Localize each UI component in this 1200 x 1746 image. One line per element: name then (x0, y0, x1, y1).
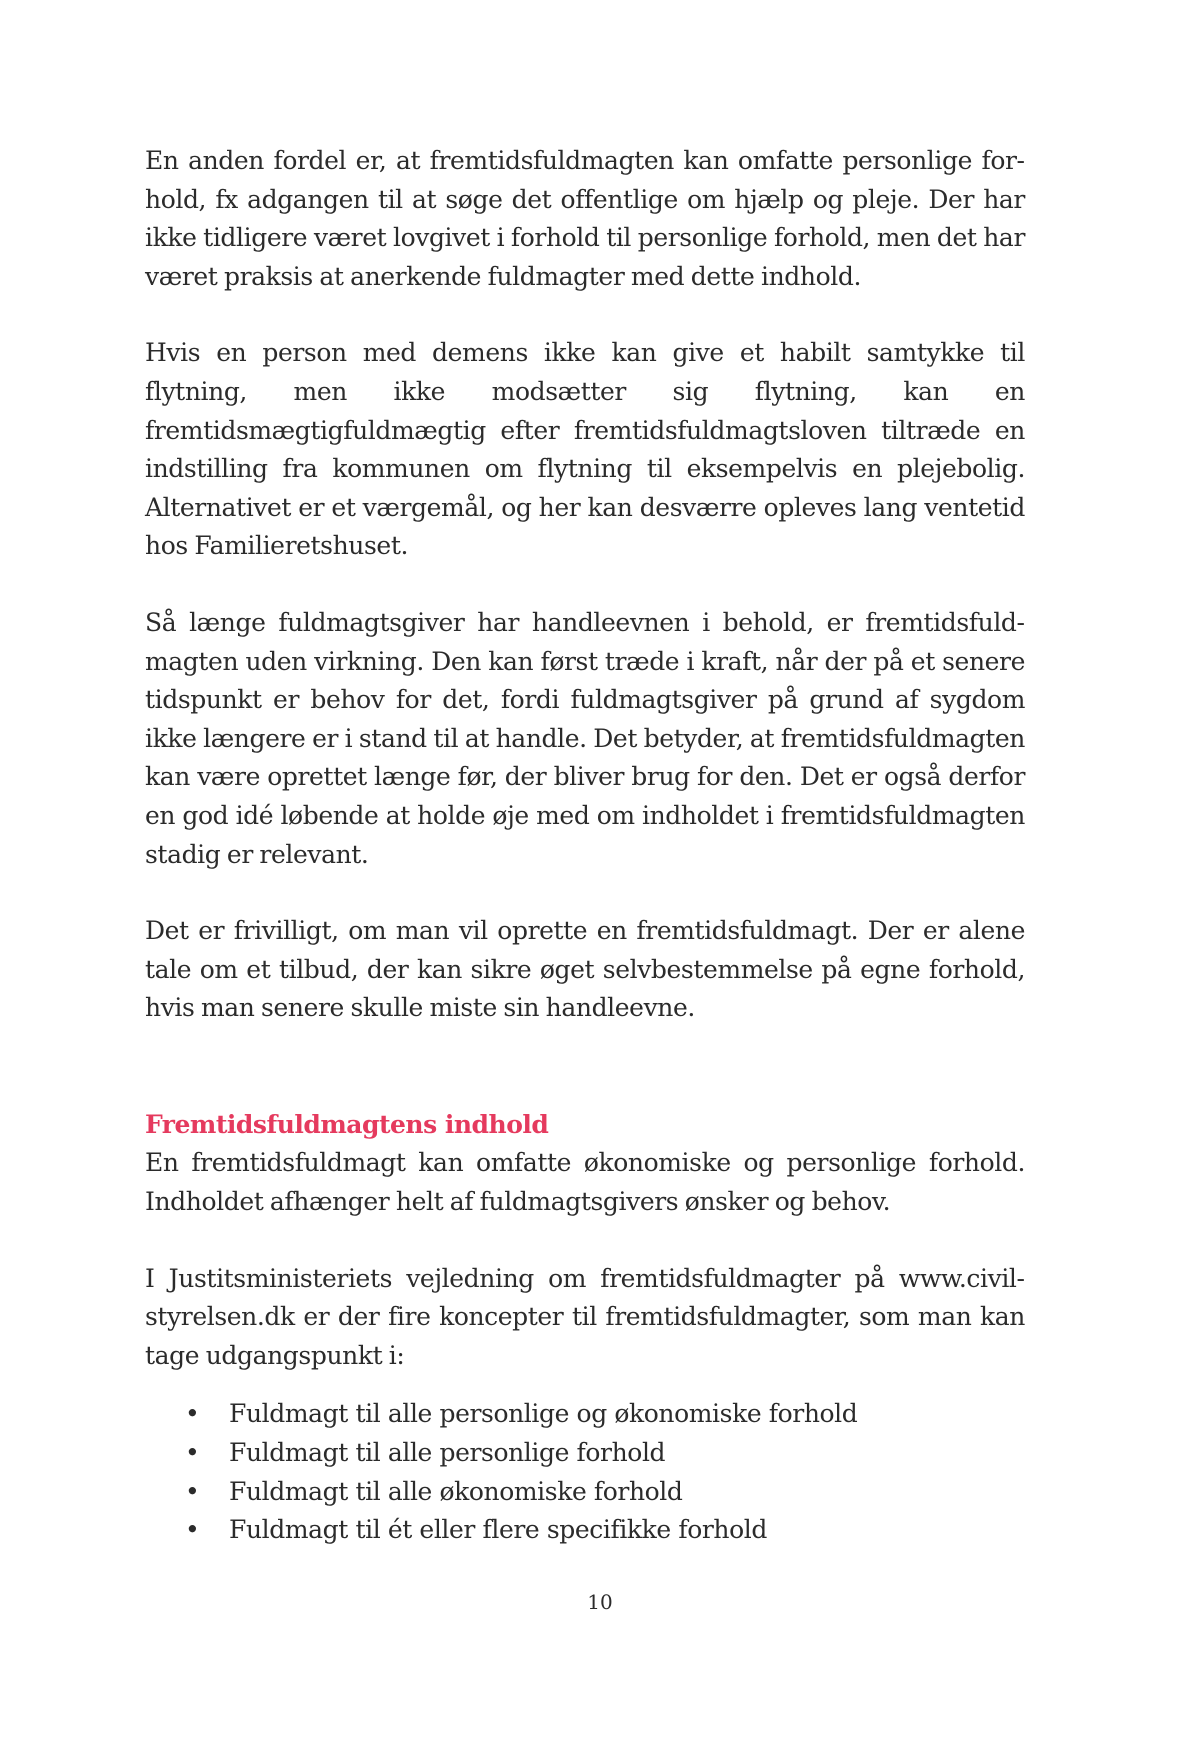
guide-paragraph: I Justitsministeriets vejledning om fremtidsfuldmagter på www.civilstyrelsen.dk er der fire koncepter til fremtidsfuldmagter, som man kan tage udgangspunkt i: (145, 1263, 1025, 1370)
page-number: 10 (587, 1590, 613, 1614)
bullet-icon: • (185, 1399, 200, 1429)
list-item-text: Fuldmagt til alle personlige og økonomiske forhold (229, 1399, 858, 1429)
bullet-icon: • (185, 1476, 200, 1506)
list-item-text: Fuldmagt til ét eller flere specifikke forhold (229, 1515, 767, 1545)
list-item (185, 1434, 1025, 1473)
list-item (185, 1511, 1025, 1550)
list-item (185, 1473, 1025, 1512)
list-item-text: Fuldmagt til alle økonomiske forhold (229, 1476, 683, 1506)
paragraph-dementia-relocation: Hvis en person med demens ikke kan give et habilt samtykke til flytning, men ikke modsætter sig flytning, kan en fremtidsmægtigfuldmægtig efter fremtidsfuldmagtsloven tiltræde en indstilling fra kommunen om flytning til eksempelvis en plejebolig. Alternativet er et værgemål, og her kan desværre opleves lang ventetid hos Familieretshuset. (145, 338, 1025, 561)
bullet-icon: • (185, 1438, 200, 1468)
list-item-text: Fuldmagt til alle personlige forhold (229, 1438, 666, 1468)
paragraph-voluntary: Det er frivilligt, om man vil oprette en fremtidsfuldmagt. Der er alene tale om et tilbud, der kan sikre øget selvbestemmelse på egne forhold, hvis man senere skulle miste sin handleevne. (145, 916, 1025, 1023)
section-title: Fremtidsfuldmagtens indhold (145, 1109, 549, 1139)
document-page (145, 142, 1025, 1550)
concept-list (145, 1395, 1025, 1549)
section-intro: En fremtidsfuldmagt kan omfatte økonomiske og personlige forhold. Indholdet afhænger helt af fuldmagtsgivers ønsker og behov. (145, 1148, 1025, 1217)
paragraph-legal-capacity: Så længe fuldmagtsgiver har handleevnen i behold, er fremtidsfuldmagten uden virkning. Den kan først træde i kraft, når der på et senere tidspunkt er behov for det, fordi fuldmagtsgiver på grund af sygdom ikke længere er i stand til at handle. Det betyder, at fremtidsfuldmagten kan være oprettet længe før, der bliver brug for den. Det er også derfor en god idé løbende at holde øje med om indholdet i fremtidsfuldmagten stadig er relevant. (145, 607, 1025, 869)
bullet-icon: • (185, 1515, 200, 1545)
paragraph-personal-matters: En anden fordel er, at fremtidsfuldmagten kan omfatte personlige forhold, fx adgangen til at søge det offentlige om hjælp og pleje. Der har ikke tidligere været lovgivet i forhold til personlige forhold, men det har været praksis at anerkende fuldmagter med dette indhold. (145, 146, 1025, 291)
list-item (185, 1395, 1025, 1434)
